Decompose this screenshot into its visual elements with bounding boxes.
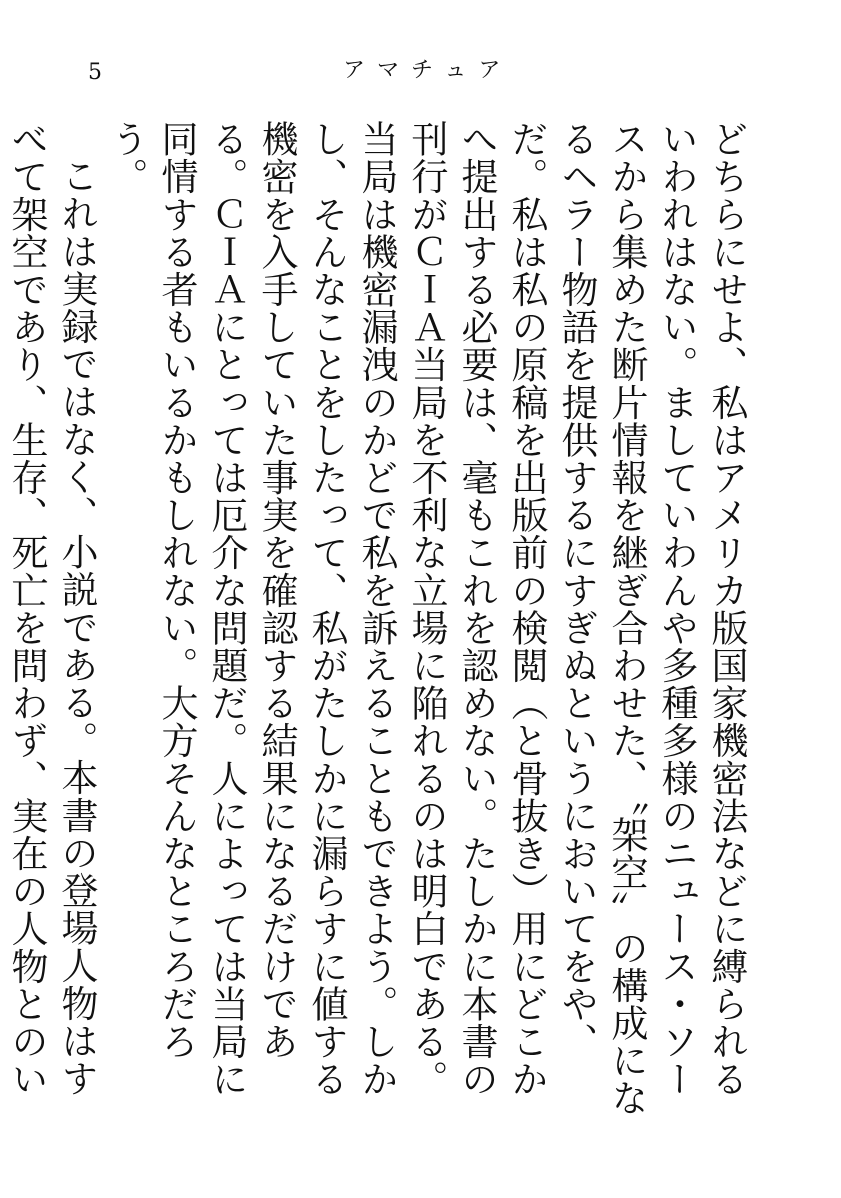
paragraph-1: どちらにせよ、私はアメリカ版国家機密法などに縛られるいわれはない。ましていわんや多種多様のニュース・ソースから集めた断片情報を継ぎ合わせた、〝架空〟の構成になるヘラー物語を提供するにすぎぬというにおいてをや、だ。私は私の原稿を出版前の検閲（と骨抜き）用にどこかへ提出する必要は、毫もこれを認めない。たしかに本書の刊行がＣＩＡ当局を不利な立場に陥れるのは明白である。当局は機密漏洩のかどで私を訴えることもできよう。しかし、そんなことをしたって、私がたしかに漏らすに値する機密を入手していた事実を確認する結果になるだけである。ＣＩＡにとっては厄介な問題だ。人によっては当局に同情する者もいるかもしれない。大方そんなところだろう。 xyxy=(105,120,748,1117)
page-number: 5 xyxy=(88,60,102,85)
body-text xyxy=(0,120,751,1120)
running-title: アマチュア xyxy=(343,58,513,83)
paragraph-2: これは実録ではなく、小説である。本書の登場人物はすべて架空であり、生存、死亡を問わず、実在の人物とのい xyxy=(5,120,98,1098)
